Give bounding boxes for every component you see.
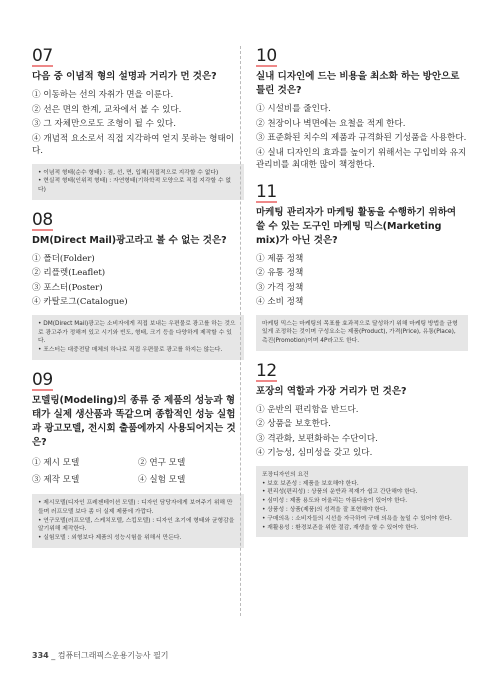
answer-option: ③ 표준화된 치수의 제품과 규격화된 기성품을 사용한다. [256, 133, 467, 143]
answer-option: ④ 실내 디자인의 효과를 높이기 위해서는 구입비와 유지관리비를 최대한 많이 책정한다. [256, 147, 467, 170]
answer-option: ① 시설비를 줄인다. [256, 104, 331, 114]
explanation-line: 마케팅 믹스는 마케팅의 목표를 효과적으로 달성하기 위해 마케팅 방법을 균형있게 조정하는 것이며 구성요소는 제품(Product), 가격(Price), 유통(Place), 촉진(Promotion)이며 4P라고도 한다. [262, 320, 458, 345]
explanation-line: • 상품성 : 상품(제품)의 성격을 잘 표현해야 한다. [262, 507, 388, 514]
answer-option: ④ 기능성, 심미성을 갖고 있다. [256, 448, 373, 459]
question-text: 마케팅 관리자가 마케팅 활동을 수행하기 위하여 쓸 수 있는 도구인 마케팅 믹스(Marketing mix)가 아닌 것은? [256, 206, 457, 246]
explanation-box [32, 315, 244, 360]
answer-option: ④ 카탈로그(Catalogue) [32, 297, 128, 308]
question-number: 09 [32, 370, 53, 391]
answer-option: ② 천장이나 벽면에는 요철을 적게 한다. [256, 118, 406, 129]
question-number: 07 [32, 46, 53, 66]
question-text: 실내 디자인에 드는 비용을 최소화 하는 방안으로 틀린 것은? [256, 71, 460, 96]
page-number: 334 [32, 651, 49, 660]
explanation-line: • 심미성 : 제품 용도와 어울리는 아름다움이 있어야 한다. [262, 498, 408, 505]
answer-option: ① 이동하는 선의 자취가 면을 이룬다. [32, 90, 174, 100]
explanation-box [256, 315, 468, 351]
explanation-box [256, 466, 468, 538]
answer-option: ③ 격관화, 보편화하는 수단이다. [256, 433, 378, 444]
question-number: 10 [256, 46, 277, 66]
option-row [32, 455, 244, 472]
answer-option: ① 폴더(Folder) [32, 253, 95, 264]
answer-option: ② 리플렛(Leaflet) [32, 268, 106, 279]
answer-option: ② 연구 모델 [138, 458, 186, 469]
explanation-line: • 현실적 형태(인위적 형태) : 자연형태(기하학적 모양으로 직접 지각할 수 없다) [38, 178, 231, 194]
question-text: 모델링(Modeling)의 종류 중 제품의 성능과 형태가 실제 생산품과 똑같으며 종합적인 성능 실험과 광고모델, 전시회 출품에까지 사용되어지는 것은? [32, 395, 236, 449]
answer-option: ④ 소비 정책 [256, 297, 304, 307]
question-number: 08 [32, 209, 53, 230]
question-10 [256, 46, 468, 172]
answer-option: ③ 가격 정책 [256, 282, 304, 293]
explanation-line: 포장디자인의 요건 [262, 471, 309, 478]
right-column [256, 46, 468, 547]
answer-option: ③ 제작 모델 [32, 474, 80, 485]
answer-option: ③ 그 자체만으로도 조형이 될 수 있다. [32, 119, 176, 129]
explanation-line: • 구매의욕 : 소비자들의 시선을 자극하여 구매 의욕을 높일 수 있어야 한다. [262, 515, 452, 522]
explanation-box [32, 494, 244, 548]
explanation-line: • 보호 보존성 : 제품을 보호해야 한다. [262, 480, 359, 487]
answer-option: ② 선은 면의 한계, 교차에서 볼 수 있다. [32, 104, 182, 115]
page-footer [32, 650, 169, 661]
explanation-line: • 제시모델(디자인 프레젠테이션 모델) : 디자인 담당자에게 보여주기 위해 만들며 러프모델 보다 좀 더 실제 제품에 가깝다. [38, 500, 233, 515]
explanation-line: • 편리성(편리성) : 상품의 운반과 적재가 쉽고 간단해야 한다. [262, 489, 418, 496]
question-11 [256, 182, 468, 351]
explanation-line: • DM(Direct Mail)광고는 소비자에게 직접 보내는 우편물로 광고를 하는 것으로 광고주가 정해져 있고 시기와 빈도, 형태, 크기 등을 다양하게 제작할 수 있다. [38, 320, 236, 345]
explanation-line: • 실험모델 : 외형보다 제품의 성능시험을 위해서 만든다. [38, 535, 182, 542]
answer-option: ① 제시 모델 [32, 458, 80, 469]
left-column [32, 46, 244, 558]
answer-option: ① 제품 정책 [256, 253, 304, 264]
option-row [32, 472, 244, 489]
explanation-line: • 연구모델(러프모델, 스케치모델, 스킵모델) : 디자인 초기에 형태와 균형감을 알기위해 제작한다. [38, 517, 235, 533]
question-text: 다음 중 이념적 형의 설명과 거리가 먼 것은? [32, 71, 217, 82]
column-divider [240, 46, 241, 616]
question-text: DM(Direct Mail)광고라고 볼 수 없는 것은? [32, 234, 227, 246]
explanation-line: • 재활용성 : 환경보존을 위한 절감, 재생을 할 수 있어야 한다. [262, 524, 419, 531]
explanation-line: • 포스터는 대중전달 매체의 하나로 직접 우편물로 광고를 하지는 않는다. [38, 347, 223, 354]
explanation-line: • 이념적 형태(순수 형태) : 점, 선, 면, 입체(직접적으로 지각할 수 없다) [38, 169, 219, 176]
explanation-box [32, 164, 244, 200]
answer-option: ① 운반의 편리함을 반드다. [256, 404, 359, 415]
answer-option: ③ 포스터(Poster) [32, 282, 103, 293]
answer-option: ④ 개념적 요소로서 직접 지각하여 얻지 못하는 형태이다. [32, 133, 235, 156]
question-12 [256, 361, 468, 538]
answer-option: ② 유통 정책 [256, 268, 304, 278]
answer-option: ② 상품을 보호한다. [256, 419, 331, 430]
answer-option: ④ 실험 모델 [138, 474, 186, 485]
book-title: _ 컴퓨터그래픽스운용기능사 필기 [51, 651, 169, 660]
question-09 [32, 370, 244, 548]
question-number: 12 [256, 360, 277, 381]
question-08 [32, 210, 244, 360]
question-text: 포장의 역할과 가장 거리가 먼 것은? [256, 385, 407, 397]
question-number: 11 [256, 181, 277, 202]
question-07 [32, 46, 244, 200]
